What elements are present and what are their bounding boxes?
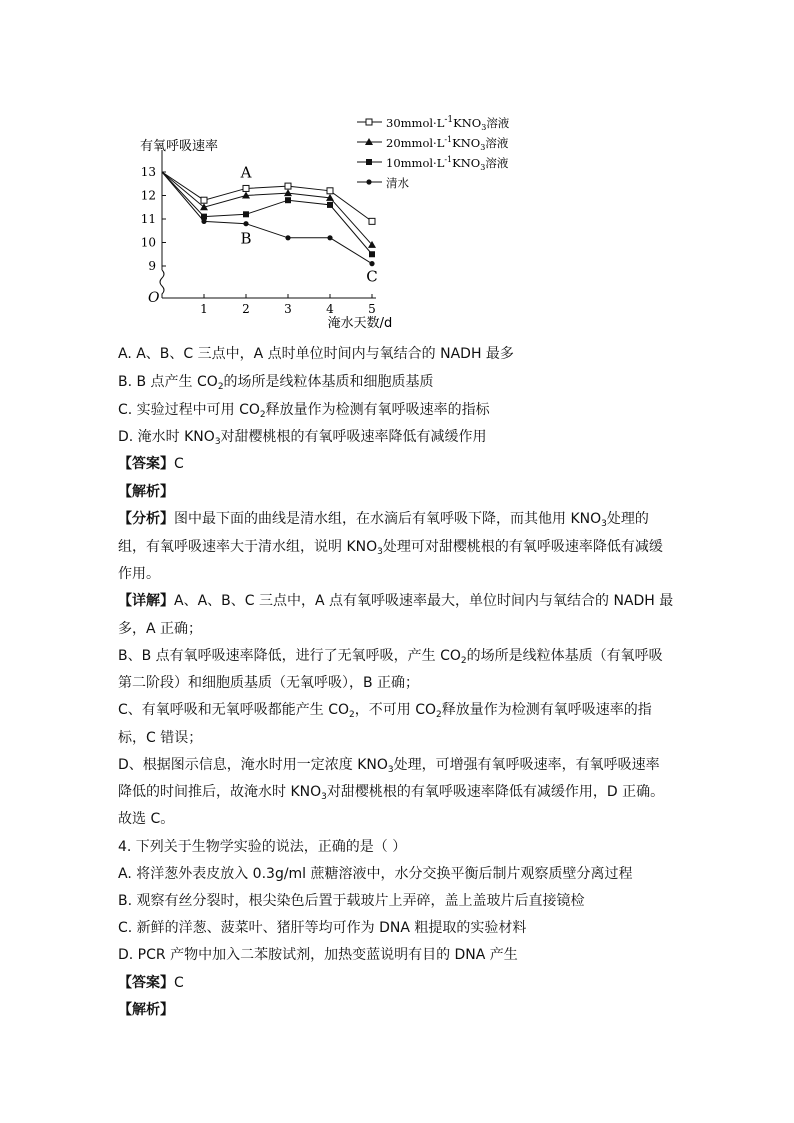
y-tick-label: 12 <box>140 188 156 203</box>
legend-label-20mmol: 20mmol·L <box>386 136 445 150</box>
data-point <box>285 235 290 240</box>
open-square-marker <box>366 119 372 125</box>
data-point <box>284 189 292 196</box>
svg-text:30mmol·L-1KNO3溶液: $30mmol\cdot L^{-1}KNO_3$溶液 <box>386 115 510 132</box>
legend-label-30mmol: 30mmol·L <box>386 116 445 130</box>
data-point <box>201 197 207 203</box>
xiangjie-a-line-1: 【详解】A、A、B、C 三点中，A 点有氧呼吸速率最大，单位时间内与氧结合的 NADH 最 <box>118 593 674 609</box>
q4-analysis-label: 【解析】 <box>118 1002 174 1018</box>
fenxi-line-2: 组，有氧呼吸速率大于清水组，说明 $KNO_3$处理可对甜樱桃根的有氧呼吸速率降低有减缓 <box>118 539 663 557</box>
data-point <box>369 218 375 224</box>
x-axis-label: 淹水天数/d <box>327 316 393 331</box>
data-point <box>243 185 249 191</box>
xiangjie-a-line-2: 多，A 正确； <box>118 621 203 637</box>
data-point <box>285 197 291 203</box>
filled-circle-marker <box>366 179 371 184</box>
legend-label-water: 清水 <box>386 176 409 190</box>
x-tick-label: 2 <box>242 302 250 316</box>
series-line <box>162 172 372 221</box>
q4-option-b: B. 观察有丝分裂时，根尖染色后置于载玻片上弄碎，盖上盖玻片后直接镜检 <box>118 893 585 909</box>
point-label-a: A <box>240 163 252 182</box>
data-point <box>327 188 333 194</box>
origin-label: O <box>148 290 160 306</box>
legend-item-water <box>357 176 409 190</box>
q4-option-c: C. 新鲜的洋葱、菠菜叶、猪肝等均可作为 DNA 粗提取的实验材料 <box>118 920 527 936</box>
xiangjie-conclusion: 故选 C。 <box>118 811 175 827</box>
x-tick-label: 4 <box>326 302 334 316</box>
x-tick-label: 1 <box>200 302 208 316</box>
filled-square-marker <box>366 159 372 165</box>
chart-legend <box>357 115 510 190</box>
xiangjie-d-line-1: D、根据图示信息，淹水时用一定浓度 $KNO_3$处理，可增强有氧呼吸速率，有氧呼吸速率 <box>118 757 660 775</box>
fenxi-line-3: 作用。 <box>118 566 160 582</box>
data-point <box>285 183 291 189</box>
data-point <box>369 251 375 257</box>
y-tick-label: 11 <box>140 212 156 226</box>
q3-option-d: D. 淹水时 $KNO_3$对甜樱桃根的有氧呼吸速率降低有减缓作用 <box>118 429 487 447</box>
respiration-line-chart <box>130 108 530 338</box>
data-point <box>369 261 374 266</box>
q4-answer: 【答案】C <box>118 975 184 991</box>
legend-item-20mmol <box>357 135 509 152</box>
legend-item-10mmol <box>357 155 509 172</box>
xiangjie-c-line-1: C、有氧呼吸和无氧呼吸都能产生 $CO_2$，不可用 $CO_2$释放量作为检测有氧呼吸速率的指 <box>118 702 652 720</box>
svg-text:10mmol·L-1KNO3溶液: $10mmol\cdot L^{-1}KNO_3$溶液 <box>386 155 509 172</box>
q3-option-b: B. B 点产生 $CO_2$的场所是线粒体基质和细胞质基质 <box>118 374 434 392</box>
x-tick-label: 3 <box>284 302 292 316</box>
xiangjie-c-line-2: 标，C 错误； <box>118 730 203 746</box>
point-label-c: C <box>366 267 378 286</box>
q3-option-c: C. 实验过程中可用 $CO_2$释放量作为检测有氧呼吸速率的指标 <box>118 402 490 420</box>
data-point <box>243 221 248 226</box>
y-axis-break <box>160 270 164 298</box>
q3-option-a: A. A、B、C 三点中，A 点时单位时间内与氧结合的 NADH 最多 <box>118 346 514 362</box>
q4-option-d: D. PCR 产物中加入二苯胺试剂，加热变蓝说明有目的 DNA 产生 <box>118 947 518 963</box>
xiangjie-d-line-2: 降低的时间推后，故淹水时 $KNO_3$对甜樱桃根的有氧呼吸速率降低有减缓作用，D 正确。 <box>118 784 665 802</box>
y-axis-label: 有氧呼吸速率 <box>140 139 219 154</box>
xiangjie-b-line-2: 第二阶段）和细胞质基质（无氧呼吸），B 正确； <box>118 675 420 691</box>
x-tick-label: 5 <box>368 302 376 316</box>
xiangjie-b-line-1: B、B 点有氧呼吸速率降低，进行了无氧呼吸，产生 $CO_2$的场所是线粒体基质（有氧呼吸 <box>118 648 663 666</box>
point-label-b: B <box>240 229 252 248</box>
data-point <box>327 235 332 240</box>
data-point <box>327 202 333 208</box>
svg-text:20mmol·L-1KNO3溶液: $20mmol\cdot L^{-1}KNO_3$溶液 <box>386 135 509 152</box>
q4-stem: 4. 下列关于生物学实验的说法，正确的是（ ） <box>118 839 407 855</box>
series-line <box>162 172 372 254</box>
legend-item-30mmol <box>357 115 510 132</box>
data-point <box>201 219 206 224</box>
legend-label-10mmol: 10mmol·L <box>386 156 445 170</box>
q3-analysis-label: 【解析】 <box>118 484 174 500</box>
q4-option-a: A. 将洋葱外表皮放入 0.3g/ml 蔗糖溶液中，水分交换平衡后制片观察质壁分离过程 <box>118 866 633 882</box>
y-tick-label: 10 <box>140 235 156 250</box>
q3-answer: 【答案】C <box>118 456 184 472</box>
fenxi-line-1: 【分析】图中最下面的曲线是清水组，在水滴后有氧呼吸下降，而其他用 $KNO_3$处理的 <box>118 511 649 529</box>
data-point <box>243 211 249 217</box>
y-tick-label: 13 <box>140 165 156 179</box>
series-2 <box>162 172 375 257</box>
y-tick-label: 9 <box>148 259 156 273</box>
